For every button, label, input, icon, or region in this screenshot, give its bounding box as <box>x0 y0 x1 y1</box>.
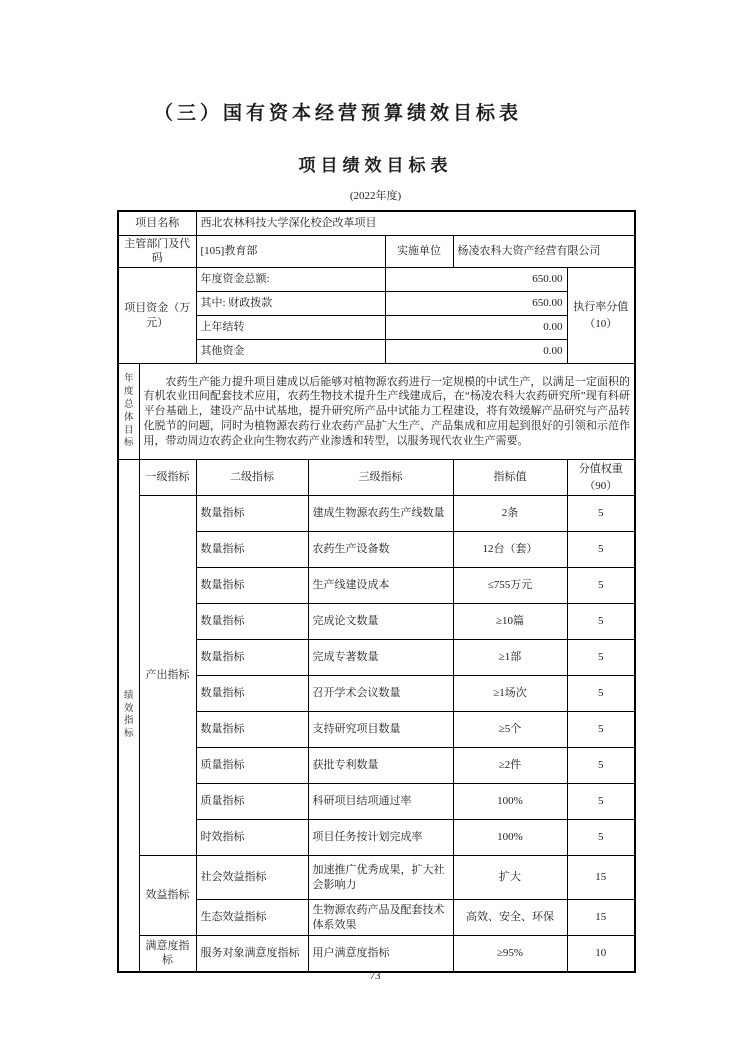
indicator-l3: 召开学术会议数量 <box>308 676 453 712</box>
project-name-label: 项目名称 <box>118 211 196 235</box>
execution-rate-text <box>572 299 631 332</box>
performance-indicator-side-label: 绩效指标 <box>118 460 139 972</box>
indicator-header-row <box>118 460 635 496</box>
indicator-weight: 5 <box>567 748 635 784</box>
year-label: (2022年度) <box>349 190 402 202</box>
implementing-unit-value: 杨凌农科大资产经营有限公司 <box>453 235 635 268</box>
funds-total-label: 年度资金总额: <box>196 268 385 292</box>
header-level1: 一级指标 <box>139 460 196 496</box>
indicator-weight: 5 <box>567 496 635 532</box>
execution-rate-score-label <box>567 268 635 364</box>
indicator-weight: 5 <box>567 712 635 748</box>
indicator-l3: 建成生物源农药生产线数量 <box>308 496 453 532</box>
document-content <box>117 98 634 973</box>
group-benefit-label: 效益指标 <box>139 856 196 936</box>
indicator-l2: 数量指标 <box>196 712 308 748</box>
table-title: 项目绩效目标表 <box>298 156 453 175</box>
indicator-row <box>118 820 635 856</box>
indicator-l3: 完成专著数量 <box>308 640 453 676</box>
indicator-l2: 社会效益指标 <box>196 856 308 900</box>
indicator-l2: 数量指标 <box>196 568 308 604</box>
indicator-l2: 时效指标 <box>196 820 308 856</box>
indicator-value: ≥1部 <box>453 640 567 676</box>
indicator-l2: 数量指标 <box>196 640 308 676</box>
indicator-value: 100% <box>453 784 567 820</box>
execution-rate-line2: （10） <box>584 317 618 330</box>
indicator-value: 2条 <box>453 496 567 532</box>
indicator-row <box>118 640 635 676</box>
indicator-l3: 科研项目结项通过率 <box>308 784 453 820</box>
indicator-l2: 质量指标 <box>196 784 308 820</box>
indicator-weight: 15 <box>567 900 635 936</box>
department-label: 主管部门及代码 <box>118 235 196 268</box>
project-name-value: 西北农林科技大学深化校企改革项目 <box>196 211 635 235</box>
funds-fiscal-label: 其中: 财政拨款 <box>196 292 385 316</box>
annual-goal-row <box>118 364 635 460</box>
indicator-weight: 5 <box>567 532 635 568</box>
indicator-weight: 10 <box>567 936 635 972</box>
indicator-weight: 5 <box>567 676 635 712</box>
funds-carryover-value: 0.00 <box>385 316 567 340</box>
page-number: 73 <box>369 970 381 982</box>
indicator-value: ≥95% <box>453 936 567 972</box>
indicator-l3: 支持研究项目数量 <box>308 712 453 748</box>
indicator-l2: 数量指标 <box>196 604 308 640</box>
indicator-value: ≤755万元 <box>453 568 567 604</box>
header-weight-text <box>572 461 631 494</box>
group-output-label: 产出指标 <box>139 496 196 856</box>
group-satisfaction-label: 满意度指标 <box>139 936 196 972</box>
implementing-unit-label: 实施单位 <box>385 235 453 268</box>
indicator-weight: 5 <box>567 640 635 676</box>
funds-total-value: 650.00 <box>385 268 567 292</box>
indicator-weight: 5 <box>567 784 635 820</box>
indicator-row <box>118 532 635 568</box>
indicator-l3: 加速推广优秀成果，扩大社会影响力 <box>308 856 453 900</box>
header-weight-line2: （90） <box>584 479 618 492</box>
indicator-row <box>118 496 635 532</box>
indicator-l3: 农药生产设备数 <box>308 532 453 568</box>
header-indicator-value: 指标值 <box>453 460 567 496</box>
indicator-l2: 数量指标 <box>196 676 308 712</box>
indicator-l2: 数量指标 <box>196 532 308 568</box>
indicator-l3: 生产线建设成本 <box>308 568 453 604</box>
indicator-row <box>118 712 635 748</box>
indicator-weight: 15 <box>567 856 635 900</box>
indicator-l3: 项目任务按计划完成率 <box>308 820 453 856</box>
indicator-row <box>118 900 635 936</box>
header-weight-line1: 分值权重 <box>578 463 623 476</box>
header-level3: 三级指标 <box>308 460 453 496</box>
funds-other-label: 其他资金 <box>196 340 385 364</box>
indicator-l2: 生态效益指标 <box>196 900 308 936</box>
indicator-value: 高效、安全、环保 <box>453 900 567 936</box>
funds-carryover-label: 上年结转 <box>196 316 385 340</box>
performance-target-table <box>117 210 636 973</box>
header-weight <box>567 460 635 496</box>
indicator-weight: 5 <box>567 820 635 856</box>
indicator-l3: 获批专利数量 <box>308 748 453 784</box>
annual-goal-cell <box>139 364 635 460</box>
indicator-row <box>118 784 635 820</box>
execution-rate-line1: 执行率分值 <box>573 301 629 314</box>
section-title: （三）国有资本经营预算绩效目标表 <box>154 103 523 124</box>
indicator-l2: 数量指标 <box>196 496 308 532</box>
funds-row-carryover <box>118 316 635 340</box>
funds-row-total <box>118 268 635 292</box>
funds-other-value: 0.00 <box>385 340 567 364</box>
indicator-row <box>118 604 635 640</box>
funds-label: 项目资金（万元） <box>118 268 196 364</box>
indicator-weight: 5 <box>567 604 635 640</box>
annual-goal-text: 农药生产能力提升项目建成以后能够对植物源农药进行一定规模的中试生产，以满足一定面积的有机农业田间配套技术应用，农药生物技术提升生产线建成后，在“杨凌农科大农药研究所”现有科研平台基础上，建设产品中试基地，提升研究所产品中试能力工程建设，将有效缓解产品研究与产品转化脱节的问题，同时为植物源农药行业农药产品扩大生产、产品集成和应用起到很好的引领和示范作用，带动周边农药企业向生物农药产业渗透和转型，以服务现代农业生产需要。 <box>143 375 631 447</box>
indicator-value: 扩大 <box>453 856 567 900</box>
indicator-l2: 质量指标 <box>196 748 308 784</box>
indicator-l3: 用户满意度指标 <box>308 936 453 972</box>
indicator-value: 100% <box>453 820 567 856</box>
indicator-l2: 服务对象满意度指标 <box>196 936 308 972</box>
indicator-value: ≥10篇 <box>453 604 567 640</box>
indicator-row <box>118 856 635 900</box>
header-level2: 二级指标 <box>196 460 308 496</box>
indicator-l3: 完成论文数量 <box>308 604 453 640</box>
funds-fiscal-value: 650.00 <box>385 292 567 316</box>
indicator-value: 12台（套） <box>453 532 567 568</box>
indicator-l3: 生物源农药产品及配套技术体系效果 <box>308 900 453 936</box>
indicator-row <box>118 568 635 604</box>
department-value: [105]教育部 <box>196 235 385 268</box>
indicator-weight: 5 <box>567 568 635 604</box>
indicator-row <box>118 676 635 712</box>
funds-row-other <box>118 340 635 364</box>
indicator-row <box>118 936 635 972</box>
indicator-value: ≥5个 <box>453 712 567 748</box>
project-name-row <box>118 211 635 235</box>
funds-row-fiscal <box>118 292 635 316</box>
annual-goal-label: 年度总体目标 <box>118 364 139 460</box>
department-row <box>118 235 635 268</box>
indicator-value: ≥2件 <box>453 748 567 784</box>
indicator-value: ≥1场次 <box>453 676 567 712</box>
indicator-row <box>118 748 635 784</box>
